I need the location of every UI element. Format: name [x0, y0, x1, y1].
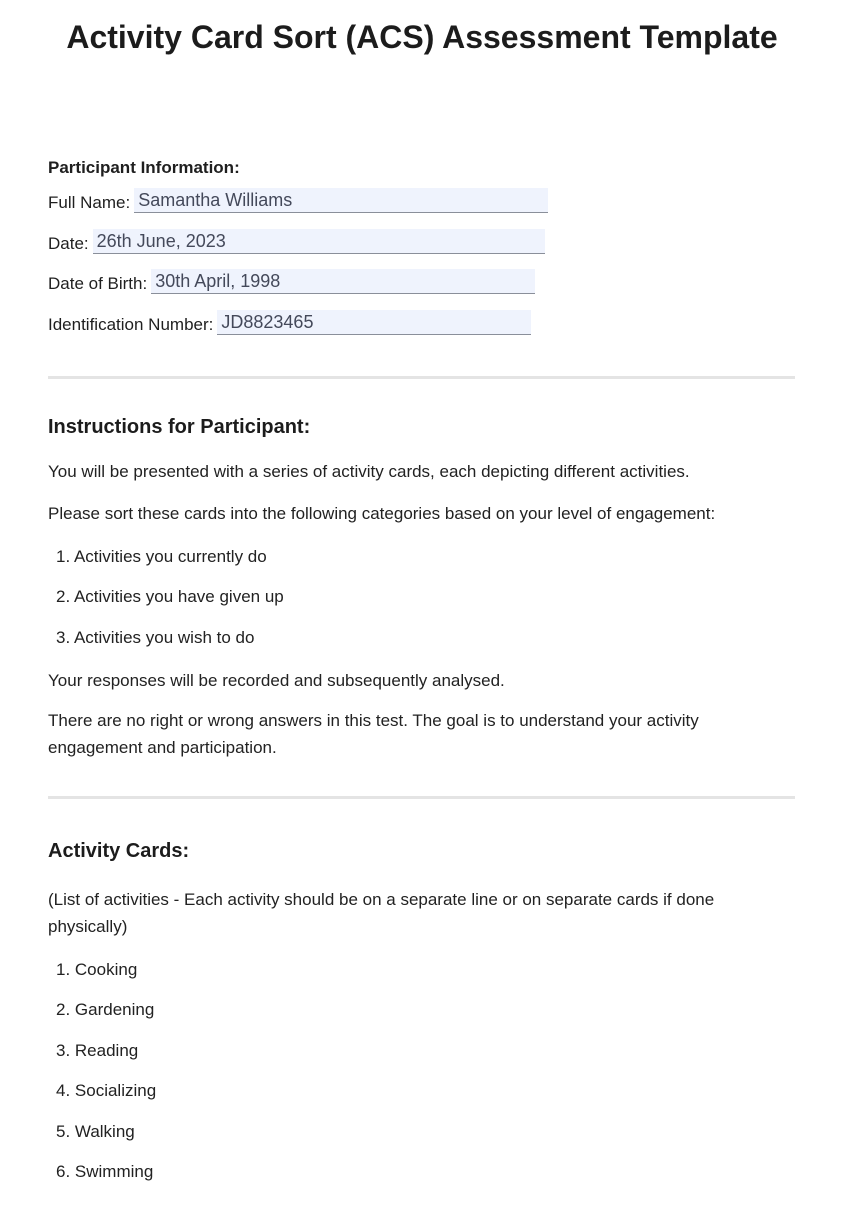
instructions-intro: You will be presented with a series of activity cards, each depicting different activities.: [48, 462, 690, 481]
dob-label: Date of Birth:: [48, 274, 148, 293]
activity-item: 4. Socializing: [56, 1081, 157, 1100]
full-name-row: [48, 188, 548, 213]
full-name-label: Full Name:: [48, 193, 131, 212]
instructions-heading: Instructions for Participant:: [48, 416, 311, 438]
activity-cards-note: (List of activities - Each activity should be on a separate line or on separate cards if done physically): [48, 890, 715, 936]
document-title: Activity Card Sort (ACS) Assessment Template: [66, 19, 778, 55]
date-label: Date:: [48, 234, 89, 253]
category-item: 3. Activities you wish to do: [56, 628, 255, 647]
instructions-sort-prompt: Please sort these cards into the following categories based on your level of engagement:: [48, 504, 716, 523]
recording-note: Your responses will be recorded and subsequently analysed.: [48, 671, 505, 690]
id-number-label: Identification Number:: [48, 315, 214, 334]
activity-item: 1. Cooking: [56, 960, 138, 979]
date-field[interactable]: 26th June, 2023: [93, 229, 545, 254]
date-row: [48, 229, 545, 254]
activity-item: 5. Walking: [56, 1122, 135, 1141]
activity-item: 3. Reading: [56, 1041, 139, 1060]
full-name-field[interactable]: Samantha Williams: [134, 188, 548, 213]
activity-item: 6. Swimming: [56, 1162, 154, 1181]
section-divider: [48, 376, 795, 379]
activity-cards-heading: Activity Cards:: [48, 840, 190, 862]
goal-note: There are no right or wrong answers in this test. The goal is to understand your activity engagement and participation.: [48, 711, 699, 757]
id-number-field[interactable]: JD8823465: [217, 310, 531, 335]
participant-info-heading: Participant Information:: [48, 158, 240, 177]
category-item: 1. Activities you currently do: [56, 547, 267, 566]
dob-row: [48, 269, 535, 294]
category-item: 2. Activities you have given up: [56, 587, 284, 606]
id-number-row: [48, 310, 531, 335]
dob-field[interactable]: 30th April, 1998: [151, 269, 535, 294]
activity-item: 2. Gardening: [56, 1000, 155, 1019]
section-divider: [48, 796, 795, 799]
